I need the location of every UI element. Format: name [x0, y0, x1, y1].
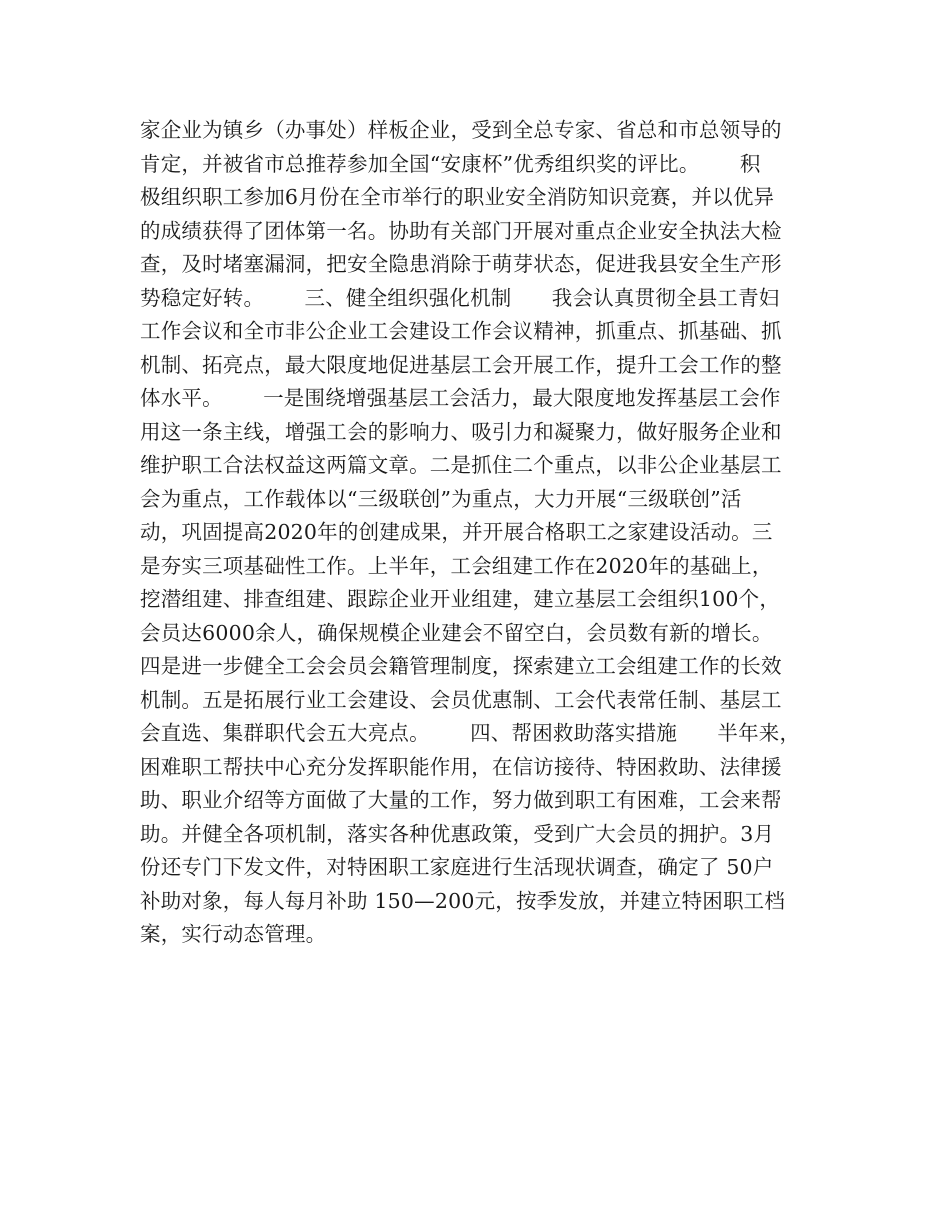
text-line: 机制。五是拓展行业工会建设、会员优惠制、工会代表常任制、基层工: [140, 687, 782, 712]
text-line: 工作会议和全市非公企业工会建设工作会议精神，抓重点、抓基础、抓: [140, 319, 782, 343]
text-line: 极组织职工参加6月份在全市举行的职业安全消防知识竞赛，并以优异: [140, 185, 775, 209]
text-line: 势稳定好转。 三、健全组织强化机制 我会认真贯彻全县工青妇: [140, 285, 780, 310]
text-line: 份还专门下发文件，对特困职工家庭进行生活现状调查，确定了 50户: [140, 855, 774, 879]
text-line: 补助对象，每人每月补助 150—200元，按季发放，并建立特困职工档: [140, 888, 786, 913]
text-line: 的成绩获得了团体第一名。协助有关部门开展对重点企业安全执法大检: [140, 218, 782, 243]
text-line: 体水平。 一是围绕增强基层工会活力，最大限度地发挥基层工会作: [140, 386, 781, 410]
text-line: 会直选、集群职代会五大亮点。 四、帮困救助落实措施 半年来，: [140, 721, 801, 745]
text-line: 四是进一步健全工会会员会籍管理制度，探索建立工会组建工作的长效: [140, 654, 782, 678]
text-line: 挖潜组建、排查组建、跟踪企业开业组建，建立基层工会组织100个，: [140, 587, 781, 611]
text-line: 困难职工帮扶中心充分发挥职能作用，在信访接待、特困救助、法律援: [140, 754, 782, 779]
text-line: 动，巩固提高2020年的创建成果，并开展合格职工之家建设活动。三: [140, 520, 773, 544]
text-line: 肯定，并被省市总推荐参加全国“安康杯”优秀组织奖的评比。 积: [140, 151, 761, 176]
text-line: 查，及时堵塞漏洞，把安全隐患消除于萌芽状态，促进我县安全生产形: [140, 252, 782, 276]
text-line: 维护职工合法权益这两篇文章。二是抓住二个重点，以非公企业基层工: [140, 453, 782, 477]
text-line: 会为重点，工作载体以“三级联创”为重点，大力开展“三级联创”活: [140, 486, 742, 511]
text-line: 用这一条主线，增强工会的影响力、吸引力和凝聚力，做好服务企业和: [140, 419, 782, 444]
text-line: 家企业为镇乡（办事处）样板企业，受到全总专家、省总和市总领导的: [140, 118, 782, 142]
text-line: 案，实行动态管理。: [140, 922, 327, 946]
text-line: 会员达6000余人，确保规模企业建会不留空白，会员数有新的增长。: [140, 620, 773, 645]
body-text: [140, 114, 820, 952]
text-line: 助。并健全各项机制，落实各种优惠政策，受到广大会员的拥护。3月: [140, 821, 775, 846]
text-line: 是夯实三项基础性工作。上半年，工会组建工作在2020年的基础上，: [140, 553, 773, 578]
text-line: 助、职业介绍等方面做了大量的工作，努力做到职工有困难，工会来帮: [140, 788, 782, 812]
text-line: 机制、拓亮点，最大限度地促进基层工会开展工作，提升工会工作的整: [140, 352, 782, 377]
